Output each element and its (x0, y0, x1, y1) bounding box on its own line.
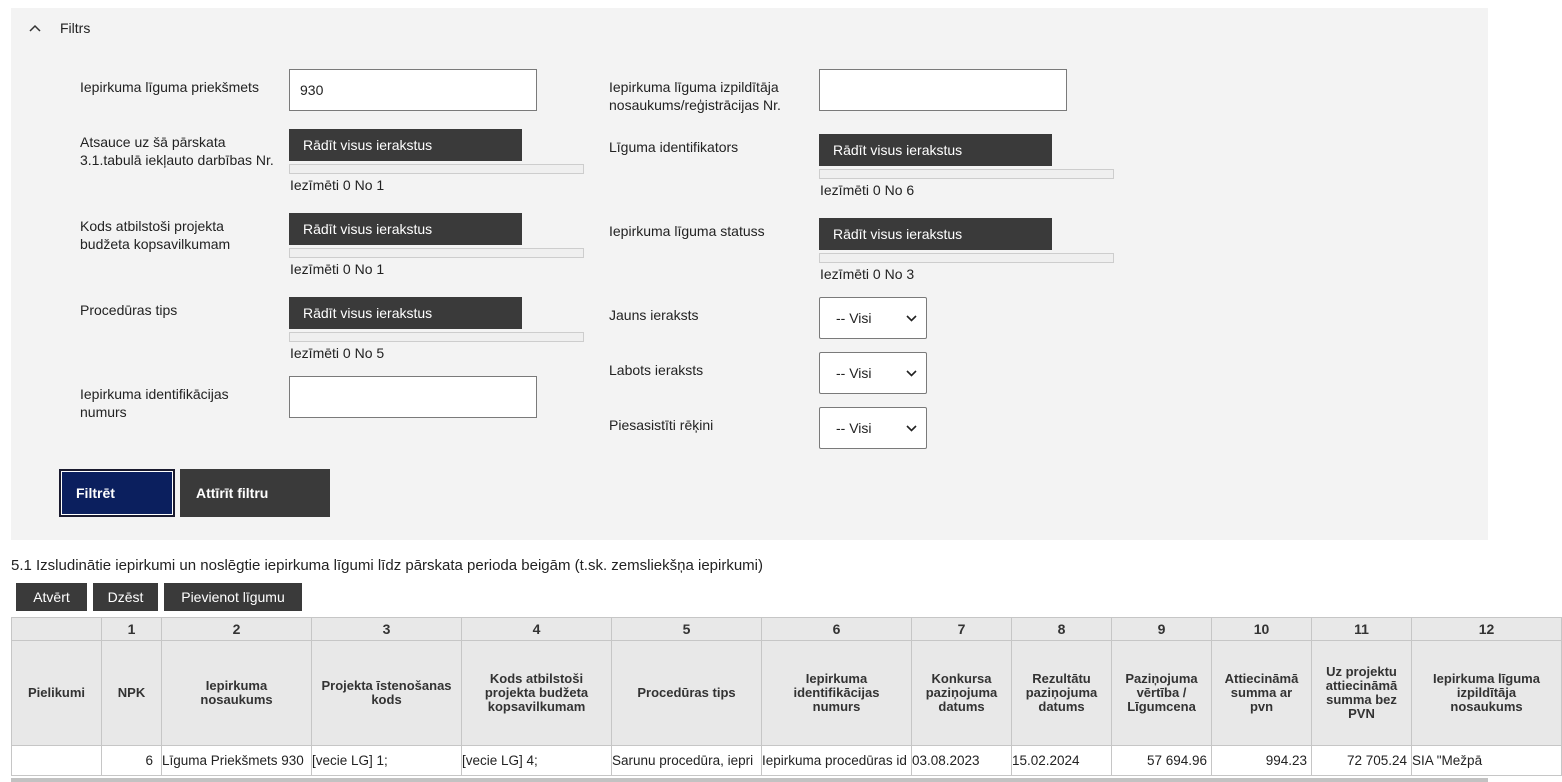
column-number: 10 (1212, 618, 1312, 641)
contractor-input[interactable] (819, 69, 1067, 111)
chevron-down-icon (906, 370, 917, 377)
column-header-row (12, 641, 1562, 746)
filter-title: Filtrs (60, 20, 91, 36)
cell-npk[interactable]: 6 (102, 746, 162, 776)
budget-code-label: Kods atbilstoši projekta budžeta kopsavilkumam (80, 218, 231, 252)
cell-procurement-name[interactable]: Līguma Priekšmets 930 (162, 746, 312, 776)
column-number: 5 (612, 618, 762, 641)
procedure-type-show-all-button[interactable]: Rādīt visus ierakstus (289, 297, 522, 329)
cell-budget-code[interactable]: [vecie LG] 4; (462, 746, 612, 776)
column-number: 12 (1412, 618, 1562, 641)
edited-record-select-value: -- Visi (836, 365, 872, 381)
column-header-budget-code[interactable]: Kods atbilstoši projekta budžeta kopsavilkumam (462, 641, 612, 746)
column-number: 1 (102, 618, 162, 641)
budget-code-show-all-button[interactable]: Rādīt visus ierakstus (289, 213, 522, 245)
contract-status-label: Iepirkuma līguma statuss (609, 223, 765, 239)
budget-code-selection-list[interactable] (289, 248, 584, 258)
delete-button[interactable]: Dzēst (93, 583, 158, 611)
cell-result-date[interactable]: 15.02.2024 (1012, 746, 1112, 776)
contract-status-show-all-button[interactable]: Rādīt visus ierakstus (819, 218, 1052, 250)
column-header-npk[interactable]: NPK (102, 641, 162, 746)
add-contract-button[interactable]: Pievienot līgumu (164, 583, 302, 611)
column-number: 8 (1012, 618, 1112, 641)
contract-id-selection-list[interactable] (819, 169, 1114, 179)
column-header-project-code[interactable]: Projekta īstenošanas kods (312, 641, 462, 746)
column-number-row (12, 618, 1562, 641)
contract-status-selection-count: Iezīmēti 0 No 3 (820, 266, 915, 282)
column-header-procedure-type[interactable]: Procedūras tips (612, 641, 762, 746)
column-number: 6 (762, 618, 912, 641)
column-number: 9 (1112, 618, 1212, 641)
contract-id-label: Līguma identifikators (609, 139, 739, 155)
chevron-down-icon (906, 425, 917, 432)
budget-code-selection-count: Iezīmēti 0 No 1 (290, 261, 385, 277)
edited-record-label: Labots ieraksts (609, 362, 704, 378)
cell-procurement-id[interactable]: Iepirkuma procedūras id (762, 746, 912, 776)
filter-apply-button[interactable]: Filtrēt (59, 469, 175, 517)
procurement-table-container (11, 617, 1540, 779)
activity-ref-selection-list[interactable] (289, 164, 584, 174)
attached-invoices-label: Piesasistīti rēķini (609, 417, 714, 433)
contract-id-show-all-button[interactable]: Rādīt visus ierakstus (819, 134, 1052, 166)
filter-toggle[interactable] (21, 12, 121, 44)
subject-label: Iepirkuma līguma priekšmets (80, 79, 259, 95)
cell-notice-date[interactable]: 03.08.2023 (912, 746, 1012, 776)
column-header-result-date[interactable]: Rezultātu paziņojuma datums (1012, 641, 1112, 746)
procedure-type-label: Procedūras tips (80, 302, 178, 318)
column-header-procurement-name[interactable]: Iepirkuma nosaukums (162, 641, 312, 746)
activity-ref-show-all-button[interactable]: Rādīt visus ierakstus (289, 129, 522, 161)
column-header-contract-value[interactable]: Paziņojuma vērtība / Līgumcena (1112, 641, 1212, 746)
open-button[interactable]: Atvērt (16, 583, 87, 611)
activity-ref-selection-count: Iezīmēti 0 No 1 (290, 177, 385, 193)
column-number: 3 (312, 618, 462, 641)
attached-invoices-select-value: -- Visi (836, 420, 872, 436)
column-number: 11 (1312, 618, 1412, 641)
column-number (12, 618, 102, 641)
column-number: 2 (162, 618, 312, 641)
new-record-label: Jauns ieraksts (609, 307, 699, 323)
contract-id-selection-count: Iezīmēti 0 No 6 (820, 182, 915, 198)
horizontal-scrollbar[interactable] (11, 778, 1488, 782)
cell-project-code[interactable]: [vecie LG] 1; (312, 746, 462, 776)
subject-input[interactable] (289, 69, 537, 111)
filter-clear-button[interactable]: Attīrīt filtru (180, 469, 330, 517)
column-header-contractor[interactable]: Iepirkuma līguma izpildītāja nosaukums (1412, 641, 1562, 746)
column-header-eligible-with-vat[interactable]: Attiecināmā summa ar pvn (1212, 641, 1312, 746)
column-header-notice-date[interactable]: Konkursa paziņojuma datums (912, 641, 1012, 746)
filter-panel (11, 8, 1488, 540)
chevron-up-icon (29, 24, 41, 32)
cell-procedure-type[interactable]: Sarunu procedūra, iepri (612, 746, 762, 776)
edited-record-select[interactable] (819, 352, 927, 394)
new-record-select[interactable] (819, 297, 927, 339)
column-header-procurement-id[interactable]: Iepirkuma identifikācijas numurs (762, 641, 912, 746)
column-header-eligible-without-vat[interactable]: Uz projektu attiecināmā summa bez PVN (1312, 641, 1412, 746)
procedure-type-selection-count: Iezīmēti 0 No 5 (290, 345, 385, 361)
column-header-attachments[interactable]: Pielikumi (12, 641, 102, 746)
attached-invoices-select[interactable] (819, 407, 927, 449)
procurement-id-label: Iepirkuma identifikācijas numurs (80, 386, 229, 420)
procurement-table (11, 617, 1562, 776)
cell-eligible-without-vat[interactable]: 72 705.24 (1312, 746, 1412, 776)
chevron-down-icon (906, 315, 917, 322)
section-title: 5.1 Izsludinātie iepirkumi un noslēgtie iepirkuma līgumi līdz pārskata perioda beigām (t.sk. zemsliekšņa iepirkumi) (11, 557, 763, 574)
procurement-id-input[interactable] (289, 376, 537, 418)
cell-contract-value[interactable]: 57 694.96 (1112, 746, 1212, 776)
column-number: 4 (462, 618, 612, 641)
cell-eligible-with-vat[interactable]: 994.23 (1212, 746, 1312, 776)
contract-status-selection-list[interactable] (819, 253, 1114, 263)
new-record-select-value: -- Visi (836, 310, 872, 326)
activity-ref-label: Atsauce uz šā pārskata 3.1.tabulā iekļauto darbības Nr. (80, 134, 274, 168)
cell-contractor[interactable]: SIA "Mežpā (1412, 746, 1562, 776)
procedure-type-selection-list[interactable] (289, 332, 584, 342)
cell-attachments[interactable] (12, 746, 102, 776)
table-row[interactable] (12, 746, 1562, 776)
column-number: 7 (912, 618, 1012, 641)
contractor-label: Iepirkuma līguma izpildītāja nosaukums/reģistrācijas Nr. (609, 79, 781, 113)
